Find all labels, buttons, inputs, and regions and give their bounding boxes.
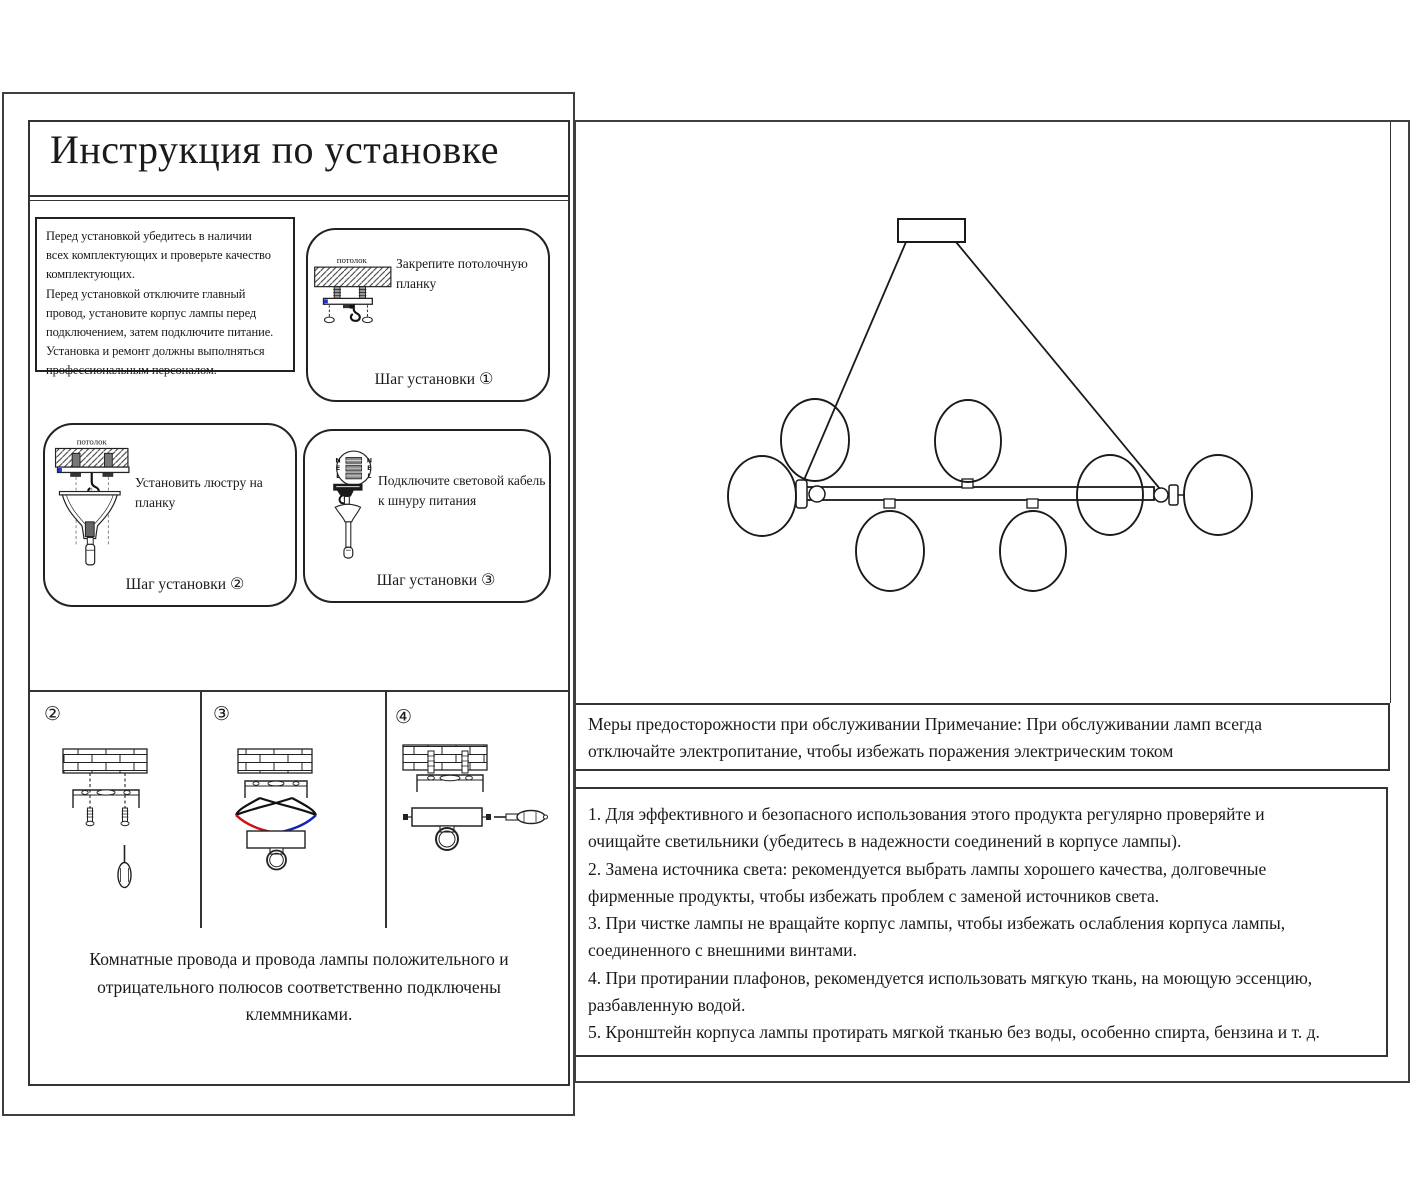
panel2-number: ② <box>44 703 62 725</box>
panels-strip <box>28 690 570 926</box>
warning-box <box>35 217 295 378</box>
ceiling-label: потолок <box>76 436 107 447</box>
chandelier-diagram <box>576 122 1408 702</box>
warning-line: Перед установкой убедитесь в наличии <box>46 229 252 243</box>
step2-label: Шаг установки ② <box>125 574 245 593</box>
care-list-line: 2. Замена источника света: рекомендуется выбрать лампы хорошего качества, долговечные <box>588 858 1267 879</box>
ceiling-hatch-icon <box>56 448 128 467</box>
step3-number: ③ <box>480 570 496 589</box>
warning-line: комплектующих. <box>46 267 135 282</box>
warning-line: Перед установкой отключите главный <box>46 286 246 301</box>
step1-caption: Закрепите потолочную планку <box>396 256 528 291</box>
suspension-wires <box>801 242 1160 489</box>
care-list-line: 4. При протирании плафонов, рекомендуется использовать мягкую ткань, на моющую эссенцию, <box>588 967 1313 988</box>
page-title: Инструкция по установке <box>50 127 499 172</box>
panels-diagrams <box>28 692 570 928</box>
care-list-box <box>575 787 1388 1057</box>
step1-number: ① <box>478 369 494 388</box>
title-divider <box>28 195 570 201</box>
care-list-line: очищайте светильники (убедитесь в надежности соединений в корпусе лампы). <box>588 831 1182 852</box>
bottom-note: Комнатные провода и провода лампы положительного и отрицательного полюсов соответственно подключены клеммниками. <box>89 949 509 1024</box>
care-list-line: 5. Кронштейн корпуса лампы протирать мягкой тканью без воды, особенно спирта, бензина и т. д. <box>588 1022 1320 1043</box>
wires-icon <box>236 798 316 832</box>
step2-number: ② <box>229 574 245 593</box>
terminal-l-label: L <box>336 472 341 480</box>
caution-box: Меры предосторожности при обслуживании Примечание: При обслуживании ламп всегда отключайте электропитание, чтобы избежать поражения электрическим током <box>575 703 1390 771</box>
step3-label: Шаг установки ③ <box>376 570 496 589</box>
panel4-number: ④ <box>395 706 413 728</box>
ceiling-label: потолок <box>336 255 367 266</box>
care-list-line: фирменные продукты, чтобы избежать проблем с заменой источников света. <box>588 885 1160 906</box>
screwdriver-icon <box>118 845 131 888</box>
step2-caption: Установить люстру на планку <box>135 475 263 510</box>
terminal-e-label: E <box>367 465 372 473</box>
warning-line: Установка и ремонт должны выполняться <box>46 344 265 359</box>
care-list-line: 3. При чистке лампы не вращайте корпус лампы, чтобы избежать ослабления корпуса лампы, <box>588 913 1286 934</box>
step2-box <box>43 423 297 607</box>
warning-line: провод, установите корпус лампы перед <box>46 305 257 320</box>
ceiling-hatch-icon <box>315 267 391 287</box>
hook-icon <box>349 304 359 321</box>
canopy-bell-icon <box>59 492 120 565</box>
warning-line: подключением, затем подключите питание. <box>46 325 274 340</box>
chandelier-bar <box>796 479 1185 508</box>
panel3-diagram <box>236 749 316 870</box>
panel4-diagram <box>403 745 548 850</box>
terminal-n-label: N <box>335 457 341 465</box>
mounting-plate-icon <box>323 287 372 323</box>
warning-line: всех комплектующих и проверьте качество <box>46 248 271 263</box>
terminal-n-label: N <box>366 457 373 465</box>
care-list-line: разбавленную водой. <box>588 995 746 1016</box>
care-list-line: 1. Для эффективного и безопасного использования этого продукта регулярно проверяйте и <box>588 804 1265 824</box>
terminal-block-icon <box>335 451 372 485</box>
screwdriver-icon <box>494 811 548 824</box>
step1-label: Шаг установки ① <box>374 369 494 388</box>
terminal-l-label: L <box>367 472 372 480</box>
terminal-e-label: E <box>335 465 341 473</box>
step3-box <box>303 429 551 603</box>
warning-line: профессиональным персоналом. <box>46 363 217 378</box>
lamp-stem-icon <box>335 496 360 558</box>
step3-caption: Подключите световой кабель к шнуру питания <box>378 473 546 508</box>
care-list-line: соединенного с внешними винтами. <box>588 940 858 961</box>
panel3-number: ③ <box>213 703 231 725</box>
panel2-diagram <box>63 749 147 888</box>
step1-box <box>306 228 550 402</box>
canopy-icon <box>898 219 965 242</box>
